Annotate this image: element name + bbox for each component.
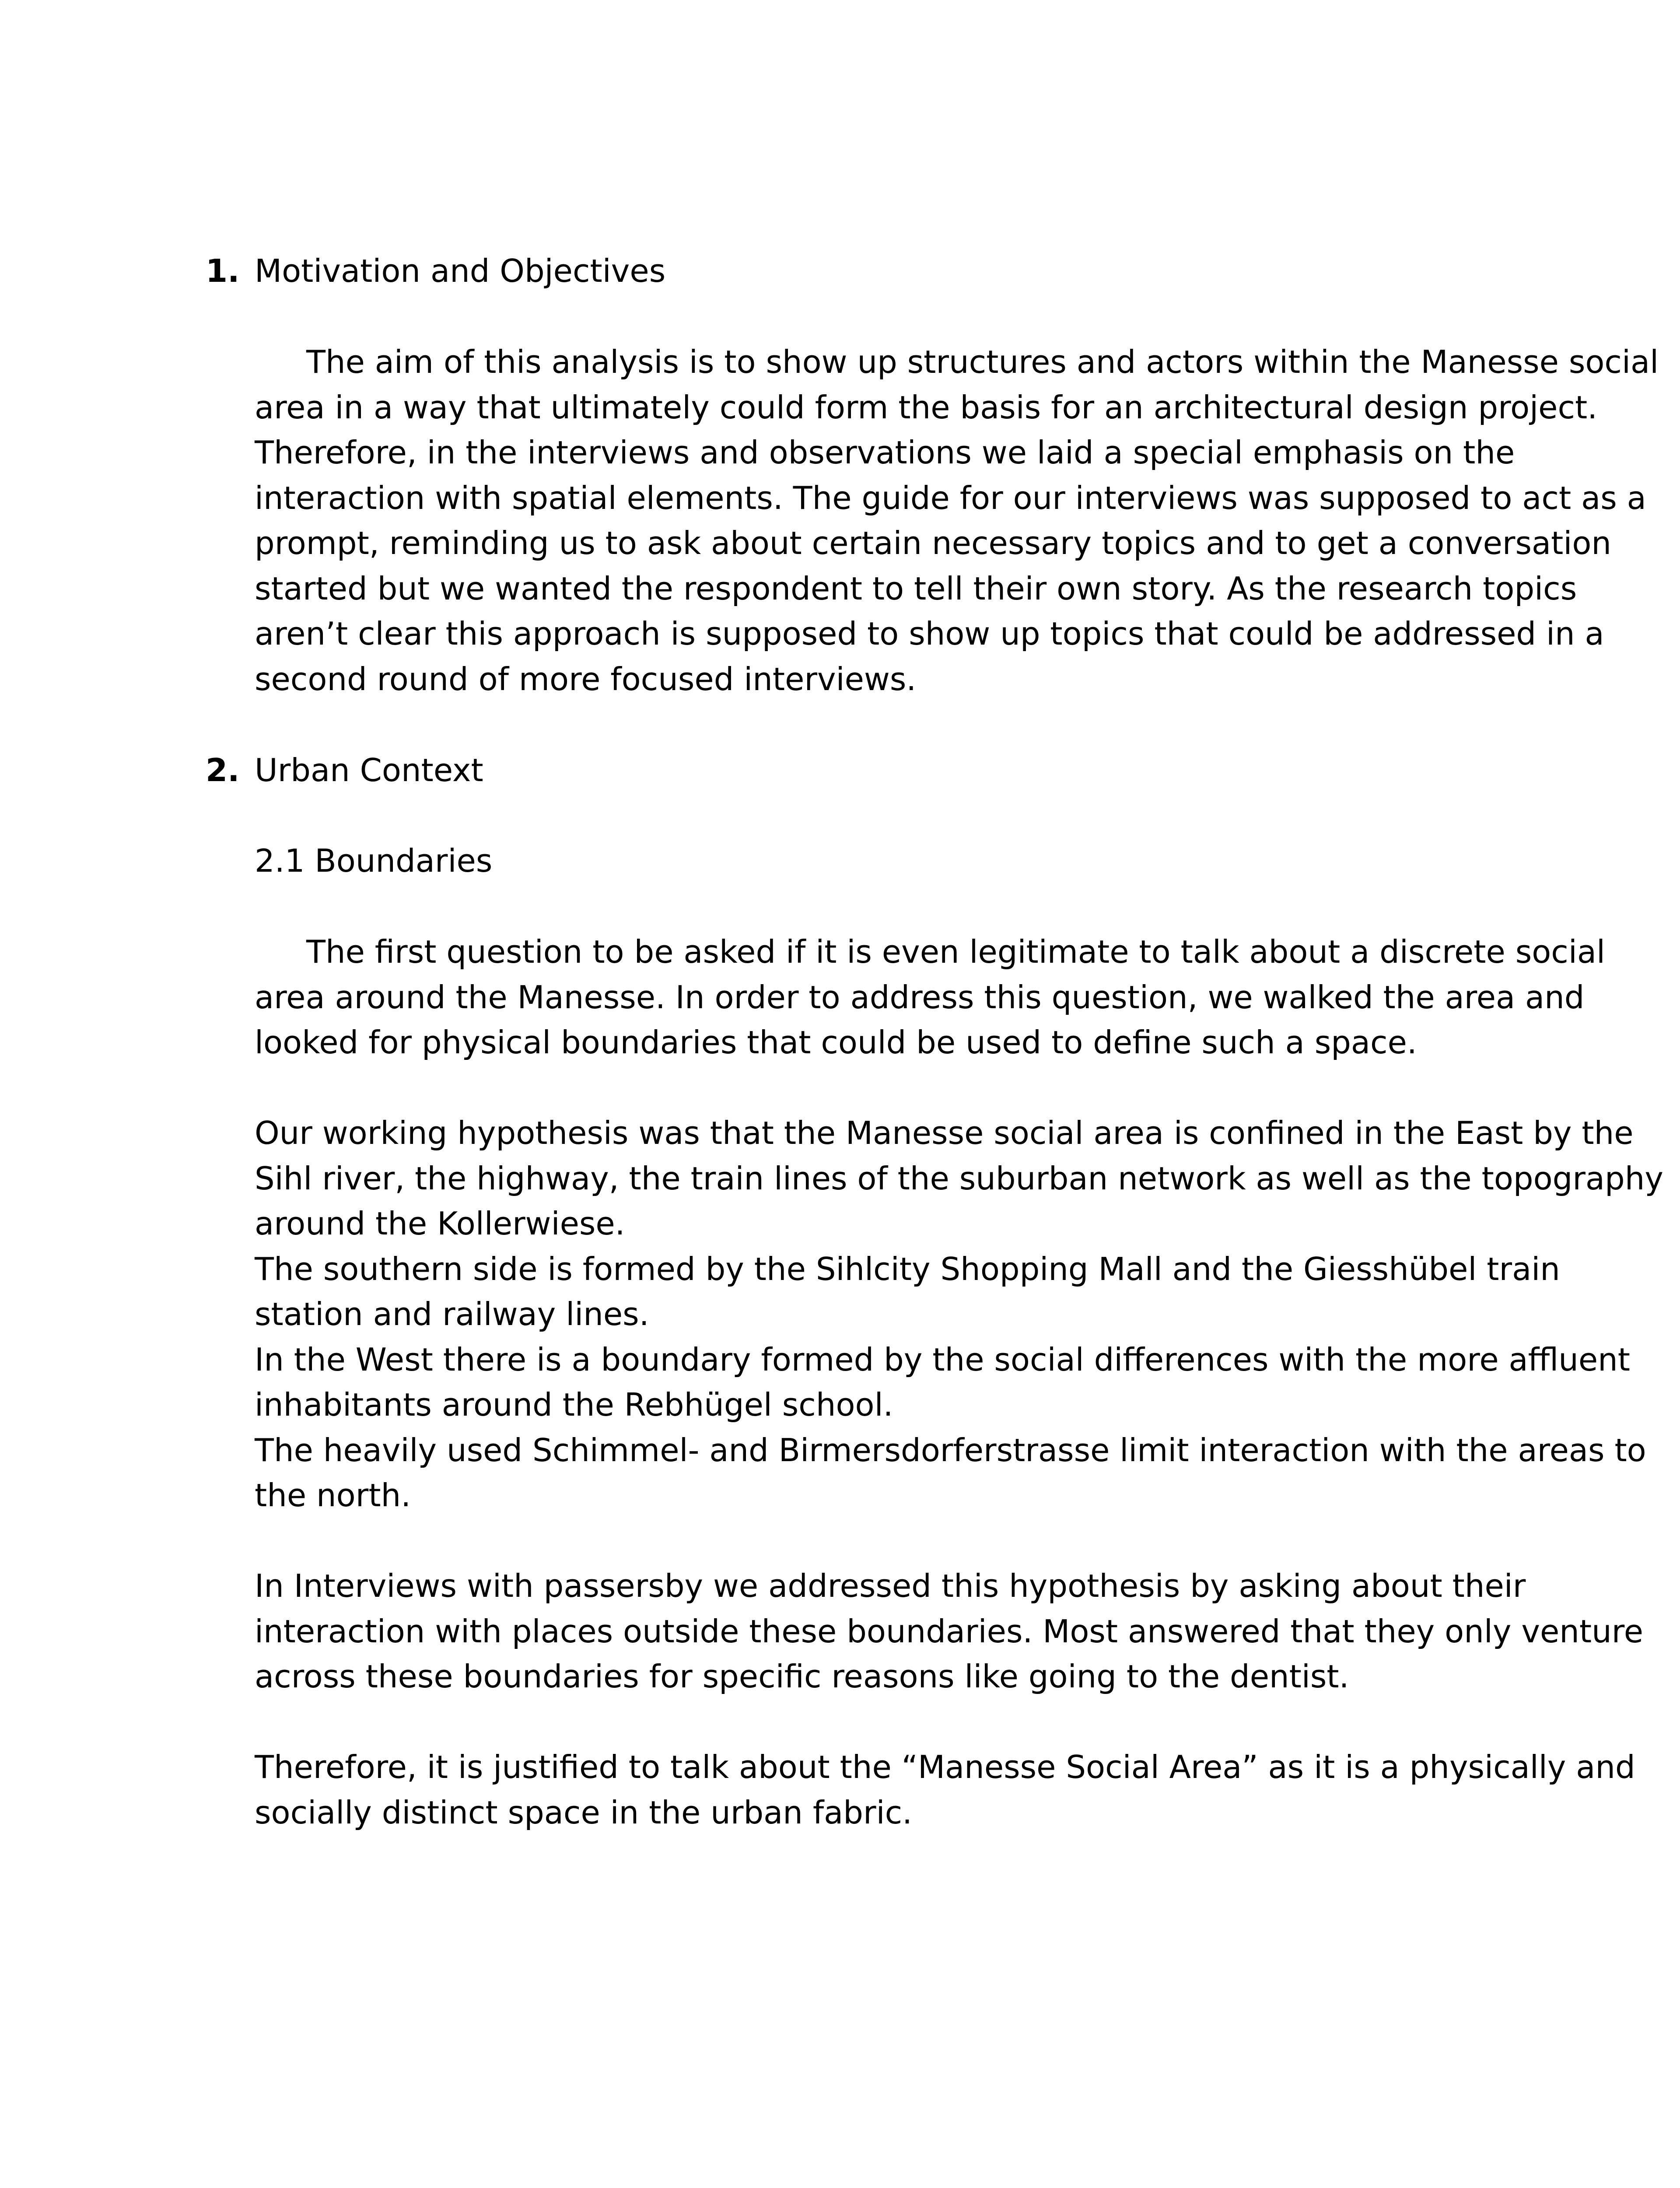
paragraph-line: interaction with spatial elements. The guide for our interviews was supposed to act as a	[255, 479, 1646, 516]
paragraph-line: The aim of this analysis is to show up structures and actors within the Manesse social	[306, 344, 1659, 380]
paragraph-line: The first question to be asked if it is even legitimate to talk about a discrete social	[306, 933, 1605, 970]
paragraph-line: prompt, reminding us to ask about certain necessary topics and to get a conversation	[255, 525, 1612, 561]
paragraph-line: The southern side is formed by the Sihlcity Shopping Mall and the Giesshübel train	[255, 1250, 1560, 1287]
paragraph-line: inhabitants around the Rebhügel school.	[255, 1386, 893, 1423]
paragraph-line: across these boundaries for specific reasons like going to the dentist.	[255, 1658, 1349, 1695]
paragraph-line: In Interviews with passersby we addressed this hypothesis by asking about their	[255, 1567, 1526, 1604]
boundaries-paragraph-3	[255, 1564, 1644, 1700]
paragraph-line: Therefore, in the interviews and observations we laid a special emphasis on the	[255, 434, 1515, 471]
paragraph-line: Sihl river, the highway, the train lines of the suburban network as well as the topography	[255, 1160, 1663, 1197]
paragraph-line: looked for physical boundaries that could be used to define such a space.	[255, 1024, 1417, 1061]
section-2-number: 2.	[206, 752, 240, 789]
paragraph-line: socially distinct space in the urban fabric.	[255, 1794, 913, 1831]
boundaries-paragraph-2	[255, 1111, 1663, 1518]
paragraph-line: aren’t clear this approach is supposed to show up topics that could be addressed in a	[255, 615, 1604, 652]
paragraph-line: second round of more focused interviews.	[255, 660, 917, 698]
paragraph-line: started but we wanted the respondent to tell their own story. As the research topics	[255, 570, 1577, 607]
paragraph-line: station and railway lines.	[255, 1296, 649, 1332]
section-1-paragraph	[255, 340, 1659, 702]
paragraph-line: the north.	[255, 1477, 411, 1514]
boundaries-paragraph-1	[255, 929, 1605, 1066]
subsection-2-1-heading: 2.1 Boundaries	[255, 842, 493, 879]
paragraph-line: Therefore, it is justified to talk about the “Manesse Social Area” as it is a physically and	[255, 1749, 1635, 1785]
section-1-number: 1.	[206, 252, 240, 289]
section-2-title: Urban Context	[255, 752, 483, 789]
paragraph-line: area around the Manesse. In order to address this question, we walked the area and	[255, 978, 1585, 1016]
paragraph-line: interaction with places outside these boundaries. Most answered that they only venture	[255, 1613, 1644, 1650]
paragraph-line: around the Kollerwiese.	[255, 1205, 625, 1242]
paragraph-line: area in a way that ultimately could form the basis for an architectural design project.	[255, 389, 1598, 426]
paragraph-line: The heavily used Schimmel- and Birmersdorferstrasse limit interaction with the areas to	[255, 1431, 1646, 1469]
paragraph-line: Our working hypothesis was that the Manesse social area is confined in the East by the	[255, 1115, 1634, 1151]
paragraph-line: In the West there is a boundary formed by the social differences with the more affluent	[255, 1341, 1631, 1378]
boundaries-paragraph-4	[255, 1745, 1635, 1835]
section-1-title: Motivation and Objectives	[255, 252, 666, 289]
